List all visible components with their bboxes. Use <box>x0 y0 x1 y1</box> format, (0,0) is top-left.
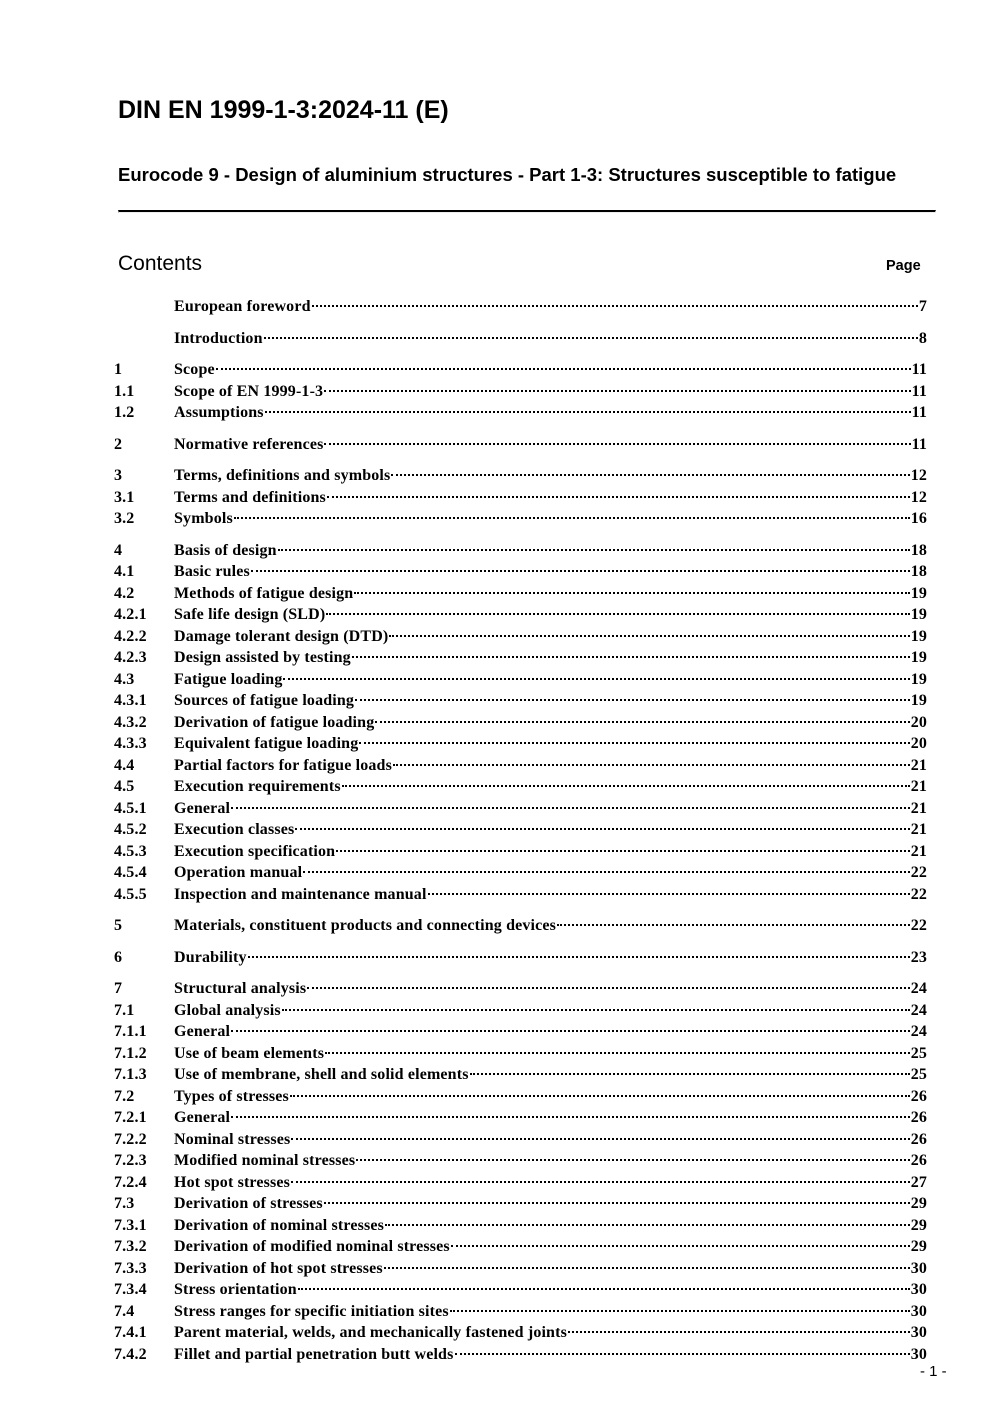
toc-entry-page: 12 <box>910 488 927 506</box>
toc-dot-leader <box>291 1181 910 1183</box>
toc-dot-leader <box>290 1095 910 1097</box>
toc-entry[interactable] <box>114 540 927 562</box>
toc-entry-title: Modified nominal stresses <box>174 1152 356 1169</box>
toc-entry-number: 7.1 <box>114 1001 135 1019</box>
toc-dot-leader <box>342 785 910 787</box>
toc-entry-page: 16 <box>910 510 927 527</box>
page-column-label: Page <box>886 258 921 274</box>
toc-entry-page: 21 <box>910 756 927 774</box>
toc-entry[interactable] <box>114 402 927 424</box>
toc-entry-page: 8 <box>918 329 927 347</box>
toc-entry-number: 4.2.3 <box>114 649 147 666</box>
toc-entry-number: 1 <box>114 361 123 378</box>
toc-entry-page: 19 <box>910 670 927 688</box>
toc-entry-page: 26 <box>910 1109 927 1126</box>
toc-entry-page: 12 <box>910 467 927 484</box>
toc-entry-page: 18 <box>910 563 927 580</box>
toc-entry-page: 7 <box>918 298 927 315</box>
toc-dot-leader <box>359 742 909 744</box>
toc-entry-page: 18 <box>910 541 927 559</box>
toc-entry-page: 11 <box>911 435 927 453</box>
toc-entry-number: 7.2.1 <box>114 1109 147 1126</box>
toc-entry[interactable] <box>114 1000 927 1022</box>
toc-entry-page: 22 <box>910 885 927 903</box>
toc-entry-number: 4.3.1 <box>114 692 147 709</box>
toc-entry-title: Derivation of hot spot stresses <box>174 1259 383 1277</box>
toc-entry-page: 30 <box>910 1259 927 1277</box>
toc-dot-leader <box>307 987 909 989</box>
toc-entry-number: 7.4 <box>114 1302 135 1320</box>
toc-entry-page: 29 <box>910 1216 927 1234</box>
toc-entry-page: 19 <box>910 606 927 623</box>
toc-dot-leader <box>251 570 910 572</box>
toc-entry-number: 1.2 <box>114 404 135 421</box>
toc-dot-leader <box>264 337 918 339</box>
toc-entry[interactable] <box>114 1215 927 1237</box>
toc-entry-number: 4.5 <box>114 778 135 795</box>
toc-entry-title: Use of membrane, shell and solid elements <box>174 1066 469 1083</box>
toc-entry-page: 21 <box>910 821 927 838</box>
toc-entry-page: 20 <box>910 713 927 731</box>
toc-entry-title: Normative references <box>174 435 324 453</box>
toc-entry-title: Derivation of stresses <box>174 1195 323 1212</box>
toc-entry-page: 21 <box>910 799 927 817</box>
toc-dot-leader <box>282 1009 910 1011</box>
toc-dot-leader <box>265 411 911 413</box>
toc-entry-number: 7.1.1 <box>114 1023 147 1040</box>
toc-entry-title: Stress ranges for specific initiation sites <box>174 1302 449 1320</box>
toc-dot-leader <box>568 1331 910 1333</box>
toc-entry-title: General <box>174 1109 231 1126</box>
toc-entry-title: Execution classes <box>174 821 295 838</box>
toc-entry-title: Execution specification <box>174 842 336 860</box>
toc-entry-page: 21 <box>910 842 927 860</box>
toc-entry-number: 5 <box>114 917 123 934</box>
toc-entry[interactable] <box>114 862 927 884</box>
toc-entry-title: Sources of fatigue loading <box>174 692 355 709</box>
toc-entry-page: 29 <box>910 1238 927 1255</box>
toc-entry-title: Partial factors for fatigue loads <box>174 756 392 774</box>
toc-entry[interactable] <box>114 604 927 626</box>
toc-entry-number: 7.2.4 <box>114 1173 147 1191</box>
toc-entry-title: Derivation of nominal stresses <box>174 1216 384 1234</box>
toc-entry-number: 4.3 <box>114 670 135 688</box>
toc-dot-leader <box>393 764 910 766</box>
toc-entry[interactable] <box>114 1129 927 1151</box>
toc-entry[interactable] <box>114 1258 927 1280</box>
toc-dot-leader <box>391 474 909 476</box>
toc-dot-leader <box>324 443 910 445</box>
toc-entry-number: 7.3 <box>114 1195 135 1212</box>
toc-dot-leader <box>470 1073 910 1075</box>
toc-entry[interactable] <box>114 1193 927 1215</box>
toc-entry[interactable] <box>114 1172 927 1194</box>
toc-dot-leader <box>356 1159 909 1161</box>
toc-entry-page: 19 <box>910 584 927 602</box>
toc-entry-title: Global analysis <box>174 1001 281 1019</box>
toc-entry-number: 7.2.2 <box>114 1130 147 1148</box>
toc-entry-number: 2 <box>114 435 123 453</box>
toc-entry-title: Equivalent fatigue loading <box>174 735 359 752</box>
toc-entry[interactable] <box>114 561 927 583</box>
toc-entry-title: Methods of fatigue design <box>174 584 354 602</box>
toc-entry[interactable] <box>114 359 927 381</box>
toc-entry-title: Scope <box>174 361 215 378</box>
toc-entry-title: Stress orientation <box>174 1281 297 1298</box>
toc-entry-title: Assumptions <box>174 404 264 421</box>
contents-heading: Contents <box>118 252 203 275</box>
toc-entry-page: 19 <box>910 627 927 645</box>
toc-entry-page: 11 <box>911 404 927 421</box>
document-id: DIN EN 1999-1-3:2024-11 (E) <box>118 96 449 124</box>
toc-entry-title: Design assisted by testing <box>174 649 351 666</box>
toc-entry[interactable] <box>114 1021 927 1043</box>
toc-entry-number: 4.5.4 <box>114 864 147 881</box>
toc-entry-title: Fillet and partial penetration butt welds <box>174 1345 454 1363</box>
toc-entry-number: 6 <box>114 948 123 966</box>
toc-entry-page: 26 <box>910 1087 927 1105</box>
toc-entry-page: 24 <box>910 1023 927 1040</box>
toc-dot-leader <box>324 390 910 392</box>
toc-entry[interactable] <box>114 841 927 863</box>
toc-entry[interactable] <box>114 947 927 969</box>
title-divider <box>118 210 936 213</box>
toc-entry-page: 30 <box>910 1281 927 1298</box>
toc-dot-leader <box>354 592 909 594</box>
toc-entry[interactable] <box>114 798 927 820</box>
toc-entry-number: 4.3.3 <box>114 735 147 752</box>
toc-entry-page: 30 <box>910 1302 927 1320</box>
toc-dot-leader <box>451 1245 910 1247</box>
toc-entry-number: 7.3.1 <box>114 1216 147 1234</box>
toc-dot-leader <box>291 1138 909 1140</box>
toc-entry[interactable] <box>114 1150 927 1172</box>
toc-dot-leader <box>384 1267 910 1269</box>
toc-entry[interactable] <box>114 776 927 798</box>
toc-entry-title: Derivation of fatigue loading <box>174 713 375 731</box>
toc-entry-title: Damage tolerant design (DTD) <box>174 627 389 645</box>
toc-entry-number: 4.5.1 <box>114 799 147 817</box>
toc-entry-number: 3.1 <box>114 488 135 506</box>
toc-dot-leader <box>231 1030 910 1032</box>
toc-entry[interactable] <box>114 583 927 605</box>
toc-entry-page: 11 <box>911 382 927 400</box>
toc-entry[interactable] <box>114 733 927 755</box>
toc-dot-leader <box>428 893 910 895</box>
toc-dot-leader <box>455 1353 910 1355</box>
toc-entry[interactable] <box>114 1043 927 1065</box>
toc-entry-number: 7 <box>114 980 123 997</box>
toc-entry-number: 4.2 <box>114 584 135 602</box>
toc-dot-leader <box>375 721 909 723</box>
toc-entry-number: 7.3.4 <box>114 1281 147 1298</box>
toc-entry-page: 29 <box>910 1195 927 1212</box>
toc-entry-number: 7.2 <box>114 1087 135 1105</box>
toc-dot-leader <box>355 699 910 701</box>
toc-entry-page: 30 <box>910 1324 927 1341</box>
toc-entry-title: Hot spot stresses <box>174 1173 291 1191</box>
toc-entry-number: 4.4 <box>114 756 135 774</box>
toc-dot-leader <box>325 1052 910 1054</box>
toc-dot-leader <box>326 613 909 615</box>
toc-entry-page: 22 <box>910 864 927 881</box>
toc-entry-number: 7.3.2 <box>114 1238 147 1255</box>
toc-entry-number: 4.2.2 <box>114 627 147 645</box>
toc-entry-number: 7.4.1 <box>114 1324 147 1341</box>
toc-dot-leader <box>278 549 910 551</box>
toc-entry-page: 11 <box>911 361 927 378</box>
toc-entry-title: Materials, constituent products and connecting devices <box>174 917 557 934</box>
toc-entry[interactable] <box>114 296 927 318</box>
toc-entry-page: 26 <box>910 1152 927 1169</box>
toc-entry[interactable] <box>114 915 927 937</box>
toc-entry[interactable] <box>114 884 927 906</box>
toc-entry-page: 20 <box>910 735 927 752</box>
toc-entry[interactable] <box>114 1064 927 1086</box>
toc-entry-number: 1.1 <box>114 382 135 400</box>
toc-entry-title: Basic rules <box>174 563 250 580</box>
toc-entry-title: General <box>174 1023 231 1040</box>
toc-entry-page: 24 <box>910 1001 927 1019</box>
toc-entry[interactable] <box>114 381 927 403</box>
toc-entry[interactable] <box>114 647 927 669</box>
toc-entry-title: Safe life design (SLD) <box>174 606 326 623</box>
toc-entry[interactable] <box>114 690 927 712</box>
toc-entry-page: 24 <box>910 980 927 997</box>
toc-entry-title: General <box>174 799 231 817</box>
toc-entry-number: 7.3.3 <box>114 1259 147 1277</box>
toc-dot-leader <box>295 828 909 830</box>
toc-entry-number: 4 <box>114 541 123 559</box>
toc-entry-title: Inspection and maintenance manual <box>174 885 427 903</box>
table-of-contents <box>114 296 927 1365</box>
toc-entry[interactable] <box>114 755 927 777</box>
toc-entry[interactable] <box>114 508 927 530</box>
toc-entry-title: Structural analysis <box>174 980 307 997</box>
toc-entry[interactable] <box>114 434 927 456</box>
toc-entry-number: 7.1.2 <box>114 1044 147 1062</box>
toc-entry-page: 26 <box>910 1130 927 1148</box>
toc-dot-leader <box>298 1288 910 1290</box>
toc-entry[interactable] <box>114 487 927 509</box>
toc-entry-page: 25 <box>910 1044 927 1062</box>
toc-entry[interactable] <box>114 1301 927 1323</box>
toc-entry[interactable] <box>114 1236 927 1258</box>
toc-entry-title: Basis of design <box>174 541 277 559</box>
toc-entry-title: Terms, definitions and symbols <box>174 467 391 484</box>
toc-dot-leader <box>248 956 910 958</box>
toc-entry-page: 27 <box>910 1173 927 1191</box>
toc-dot-leader <box>324 1202 910 1204</box>
toc-entry[interactable] <box>114 712 927 734</box>
toc-entry[interactable] <box>114 978 927 1000</box>
toc-entry-page: 23 <box>910 948 927 966</box>
page-number: - 1 - <box>920 1363 947 1380</box>
toc-entry-title: Durability <box>174 948 247 966</box>
toc-entry-title: Terms and definitions <box>174 488 326 506</box>
toc-entry-number: 7.2.3 <box>114 1152 147 1169</box>
toc-entry[interactable] <box>114 1086 927 1108</box>
toc-entry-number: 7.4.2 <box>114 1345 147 1363</box>
toc-entry-number: 4.5.3 <box>114 842 147 860</box>
toc-entry[interactable] <box>114 465 927 487</box>
toc-entry-number: 4.2.1 <box>114 606 147 623</box>
toc-entry-number: 4.3.2 <box>114 713 147 731</box>
toc-entry-title: Symbols <box>174 510 233 527</box>
toc-entry-title: Nominal stresses <box>174 1130 291 1148</box>
toc-dot-leader <box>557 924 910 926</box>
toc-dot-leader <box>327 496 910 498</box>
toc-dot-leader <box>216 368 911 370</box>
toc-entry-number: 3.2 <box>114 510 135 527</box>
toc-entry[interactable] <box>114 819 927 841</box>
toc-dot-leader <box>231 1116 910 1118</box>
toc-entry-page: 19 <box>910 649 927 666</box>
toc-entry-title: Use of beam elements <box>174 1044 325 1062</box>
toc-entry[interactable] <box>114 626 927 648</box>
toc-entry-number: 4.5.5 <box>114 885 147 903</box>
toc-dot-leader <box>336 850 909 852</box>
toc-entry[interactable] <box>114 328 927 350</box>
toc-entry-title: European foreword <box>174 298 311 315</box>
toc-dot-leader <box>450 1310 910 1312</box>
toc-entry-page: 19 <box>910 692 927 709</box>
toc-entry[interactable] <box>114 1344 927 1366</box>
toc-entry-title: Fatigue loading <box>174 670 283 688</box>
toc-dot-leader <box>231 807 910 809</box>
toc-entry-title: Scope of EN 1999-1-3 <box>174 382 324 400</box>
toc-entry-number: 4.1 <box>114 563 135 580</box>
toc-entry-page: 25 <box>910 1066 927 1083</box>
toc-entry-page: 21 <box>910 778 927 795</box>
toc-dot-leader <box>234 517 910 519</box>
toc-entry-number: 7.1.3 <box>114 1066 147 1083</box>
toc-entry-title: Types of stresses <box>174 1087 289 1105</box>
toc-dot-leader <box>303 871 909 873</box>
toc-dot-leader <box>352 656 910 658</box>
toc-dot-leader <box>389 635 909 637</box>
toc-dot-leader <box>385 1224 910 1226</box>
toc-entry[interactable] <box>114 1107 927 1129</box>
toc-dot-leader <box>312 305 918 307</box>
document-title: Eurocode 9 - Design of aluminium structures - Part 1-3: Structures susceptible to fatigue <box>118 164 897 185</box>
toc-entry-title: Parent material, welds, and mechanically fastened joints <box>174 1324 567 1341</box>
toc-entry[interactable] <box>114 1322 927 1344</box>
toc-entry-page: 30 <box>910 1345 927 1363</box>
toc-dot-leader <box>283 678 909 680</box>
toc-entry-title: Derivation of modified nominal stresses <box>174 1238 450 1255</box>
toc-entry-number: 4.5.2 <box>114 821 147 838</box>
toc-entry-number: 3 <box>114 467 123 484</box>
toc-entry[interactable] <box>114 1279 927 1301</box>
toc-entry-title: Introduction <box>174 329 263 347</box>
toc-entry-page: 22 <box>910 917 927 934</box>
toc-entry-title: Operation manual <box>174 864 303 881</box>
toc-entry[interactable] <box>114 669 927 691</box>
toc-entry-title: Execution requirements <box>174 778 341 795</box>
